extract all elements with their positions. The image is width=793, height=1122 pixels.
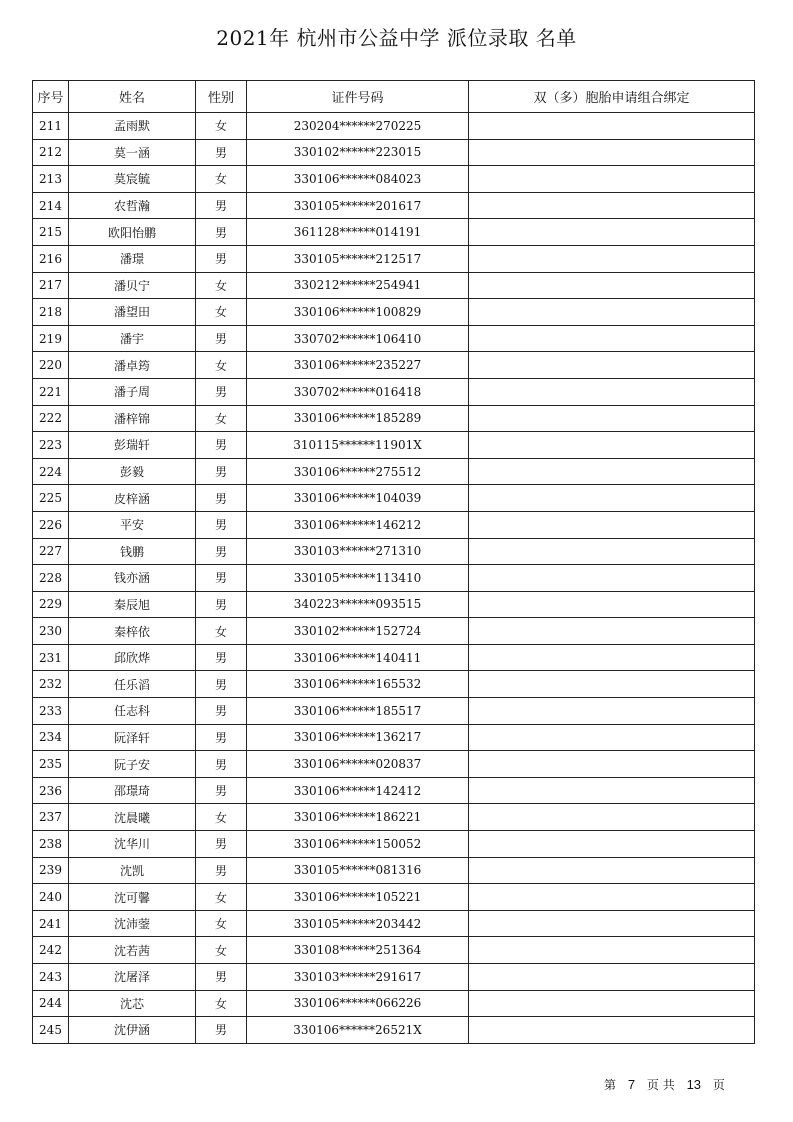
- cell-name: 彭瑞轩: [69, 432, 196, 459]
- cell-twin-binding: [469, 857, 755, 884]
- cell-name: 潘宇: [69, 325, 196, 352]
- cell-id-number: 330105******113410: [247, 565, 469, 592]
- cell-gender: 男: [196, 378, 247, 405]
- cell-id-number: 330106******186221: [247, 804, 469, 831]
- table-row: [33, 644, 755, 671]
- table-row: [33, 405, 755, 432]
- table-row: [33, 538, 755, 565]
- cell-name: 沈凯: [69, 857, 196, 884]
- cell-serial: 215: [33, 219, 69, 246]
- cell-id-number: 330103******291617: [247, 964, 469, 991]
- cell-serial: 244: [33, 990, 69, 1017]
- cell-id-number: 330106******104039: [247, 485, 469, 512]
- cell-id-number: 330106******020837: [247, 751, 469, 778]
- cell-gender: 女: [196, 990, 247, 1017]
- cell-gender: 男: [196, 245, 247, 272]
- cell-gender: 男: [196, 964, 247, 991]
- footer-middle: 页 共: [646, 1078, 675, 1092]
- table-row: [33, 618, 755, 645]
- cell-twin-binding: [469, 698, 755, 725]
- cell-twin-binding: [469, 432, 755, 459]
- cell-id-number: 330106******235227: [247, 352, 469, 379]
- table-body: [33, 113, 755, 1044]
- cell-gender: 男: [196, 644, 247, 671]
- cell-id-number: 330105******081316: [247, 857, 469, 884]
- table-row: [33, 113, 755, 140]
- cell-name: 农哲瀚: [69, 192, 196, 219]
- table-row: [33, 698, 755, 725]
- cell-serial: 211: [33, 113, 69, 140]
- cell-id-number: 330108******251364: [247, 937, 469, 964]
- cell-twin-binding: [469, 511, 755, 538]
- cell-id-number: 330106******142412: [247, 777, 469, 804]
- cell-name: 沈芯: [69, 990, 196, 1017]
- cell-name: 任志科: [69, 698, 196, 725]
- table-row: [33, 777, 755, 804]
- table-row: [33, 591, 755, 618]
- cell-twin-binding: [469, 990, 755, 1017]
- cell-twin-binding: [469, 565, 755, 592]
- cell-name: 潘子周: [69, 378, 196, 405]
- cell-serial: 227: [33, 538, 69, 565]
- cell-id-number: 330106******275512: [247, 458, 469, 485]
- cell-gender: 男: [196, 724, 247, 751]
- cell-gender: 男: [196, 485, 247, 512]
- cell-serial: 222: [33, 405, 69, 432]
- cell-name: 沈沛蓥: [69, 910, 196, 937]
- cell-twin-binding: [469, 1017, 755, 1044]
- admission-roster-table: [32, 80, 755, 1044]
- cell-name: 皮梓涵: [69, 485, 196, 512]
- cell-id-number: 330103******271310: [247, 538, 469, 565]
- table-row: [33, 432, 755, 459]
- cell-id-number: 361128******014191: [247, 219, 469, 246]
- cell-name: 任乐滔: [69, 671, 196, 698]
- table-row: [33, 458, 755, 485]
- table-row: [33, 272, 755, 299]
- cell-name: 平安: [69, 511, 196, 538]
- cell-name: 阮泽轩: [69, 724, 196, 751]
- cell-gender: 女: [196, 113, 247, 140]
- cell-twin-binding: [469, 458, 755, 485]
- cell-gender: 女: [196, 166, 247, 193]
- cell-twin-binding: [469, 644, 755, 671]
- cell-name: 钱亦涵: [69, 565, 196, 592]
- table-header-row: [33, 81, 755, 113]
- cell-twin-binding: [469, 139, 755, 166]
- footer-suffix: 页: [712, 1078, 725, 1092]
- cell-name: 邱欣烨: [69, 644, 196, 671]
- table-row: [33, 352, 755, 379]
- cell-serial: 224: [33, 458, 69, 485]
- cell-twin-binding: [469, 245, 755, 272]
- cell-name: 潘望田: [69, 299, 196, 326]
- cell-serial: 236: [33, 777, 69, 804]
- cell-name: 欧阳怡鹏: [69, 219, 196, 246]
- cell-name: 孟雨默: [69, 113, 196, 140]
- table-row: [33, 671, 755, 698]
- cell-twin-binding: [469, 325, 755, 352]
- cell-name: 秦梓依: [69, 618, 196, 645]
- column-header-id-number: 证件号码: [247, 81, 469, 113]
- cell-serial: 213: [33, 166, 69, 193]
- table-row: [33, 857, 755, 884]
- footer-prefix: 第: [604, 1078, 617, 1092]
- cell-gender: 男: [196, 458, 247, 485]
- cell-id-number: 340223******093515: [247, 591, 469, 618]
- cell-gender: 女: [196, 937, 247, 964]
- cell-serial: 239: [33, 857, 69, 884]
- cell-twin-binding: [469, 724, 755, 751]
- table-row: [33, 964, 755, 991]
- cell-gender: 男: [196, 538, 247, 565]
- cell-twin-binding: [469, 272, 755, 299]
- cell-serial: 219: [33, 325, 69, 352]
- table-row: [33, 724, 755, 751]
- cell-gender: 男: [196, 432, 247, 459]
- cell-serial: 237: [33, 804, 69, 831]
- table-row: [33, 166, 755, 193]
- cell-twin-binding: [469, 910, 755, 937]
- cell-name: 秦辰旭: [69, 591, 196, 618]
- cell-twin-binding: [469, 884, 755, 911]
- cell-twin-binding: [469, 113, 755, 140]
- cell-id-number: 330702******016418: [247, 378, 469, 405]
- cell-name: 沈华川: [69, 831, 196, 858]
- cell-serial: 231: [33, 644, 69, 671]
- cell-id-number: 330106******100829: [247, 299, 469, 326]
- cell-name: 沈晨曦: [69, 804, 196, 831]
- cell-twin-binding: [469, 485, 755, 512]
- cell-id-number: 310115******11901X: [247, 432, 469, 459]
- page-footer: [604, 1076, 725, 1093]
- cell-name: 莫宸毓: [69, 166, 196, 193]
- cell-id-number: 330106******165532: [247, 671, 469, 698]
- cell-twin-binding: [469, 299, 755, 326]
- cell-name: 潘贝宁: [69, 272, 196, 299]
- cell-id-number: 330106******185289: [247, 405, 469, 432]
- cell-serial: 240: [33, 884, 69, 911]
- cell-gender: 男: [196, 1017, 247, 1044]
- cell-serial: 232: [33, 671, 69, 698]
- cell-id-number: 330106******105221: [247, 884, 469, 911]
- cell-gender: 男: [196, 671, 247, 698]
- table-row: [33, 299, 755, 326]
- cell-gender: 男: [196, 325, 247, 352]
- table-row: [33, 139, 755, 166]
- cell-id-number: 330702******106410: [247, 325, 469, 352]
- cell-twin-binding: [469, 804, 755, 831]
- cell-gender: 男: [196, 192, 247, 219]
- column-header-twin-binding: 双（多）胞胎申请组合绑定: [469, 81, 755, 113]
- cell-name: 沈伊涵: [69, 1017, 196, 1044]
- cell-twin-binding: [469, 777, 755, 804]
- cell-twin-binding: [469, 405, 755, 432]
- cell-serial: 235: [33, 751, 69, 778]
- cell-gender: 男: [196, 777, 247, 804]
- table-row: [33, 511, 755, 538]
- cell-name: 潘璟: [69, 245, 196, 272]
- cell-serial: 241: [33, 910, 69, 937]
- table-row: [33, 1017, 755, 1044]
- table-row: [33, 804, 755, 831]
- cell-gender: 女: [196, 299, 247, 326]
- cell-id-number: 330106******185517: [247, 698, 469, 725]
- cell-serial: 212: [33, 139, 69, 166]
- cell-serial: 216: [33, 245, 69, 272]
- table-row: [33, 378, 755, 405]
- cell-id-number: 330105******203442: [247, 910, 469, 937]
- cell-serial: 225: [33, 485, 69, 512]
- cell-gender: 女: [196, 405, 247, 432]
- table-row: [33, 325, 755, 352]
- current-page-number: 7: [627, 1077, 636, 1092]
- cell-gender: 女: [196, 618, 247, 645]
- cell-gender: 男: [196, 591, 247, 618]
- cell-gender: 女: [196, 272, 247, 299]
- cell-twin-binding: [469, 937, 755, 964]
- cell-serial: 214: [33, 192, 69, 219]
- cell-id-number: 330106******066226: [247, 990, 469, 1017]
- cell-serial: 233: [33, 698, 69, 725]
- table-row: [33, 751, 755, 778]
- table-row: [33, 245, 755, 272]
- table-row: [33, 831, 755, 858]
- table-row: [33, 485, 755, 512]
- cell-id-number: 330106******150052: [247, 831, 469, 858]
- cell-serial: 243: [33, 964, 69, 991]
- cell-name: 阮子安: [69, 751, 196, 778]
- cell-twin-binding: [469, 192, 755, 219]
- cell-id-number: 330106******26521X: [247, 1017, 469, 1044]
- cell-serial: 226: [33, 511, 69, 538]
- cell-gender: 女: [196, 884, 247, 911]
- cell-name: 彭毅: [69, 458, 196, 485]
- cell-id-number: 330106******084023: [247, 166, 469, 193]
- cell-gender: 男: [196, 831, 247, 858]
- table-row: [33, 192, 755, 219]
- cell-gender: 男: [196, 698, 247, 725]
- cell-gender: 女: [196, 910, 247, 937]
- cell-name: 邵璟琦: [69, 777, 196, 804]
- cell-gender: 男: [196, 857, 247, 884]
- cell-twin-binding: [469, 166, 755, 193]
- cell-twin-binding: [469, 219, 755, 246]
- cell-twin-binding: [469, 964, 755, 991]
- cell-twin-binding: [469, 831, 755, 858]
- cell-name: 沈可馨: [69, 884, 196, 911]
- column-header-serial: 序号: [33, 81, 69, 113]
- cell-id-number: 330106******136217: [247, 724, 469, 751]
- cell-serial: 245: [33, 1017, 69, 1044]
- cell-twin-binding: [469, 538, 755, 565]
- cell-serial: 228: [33, 565, 69, 592]
- cell-name: 沈若茜: [69, 937, 196, 964]
- table-row: [33, 565, 755, 592]
- cell-gender: 男: [196, 511, 247, 538]
- cell-twin-binding: [469, 618, 755, 645]
- cell-serial: 223: [33, 432, 69, 459]
- cell-twin-binding: [469, 352, 755, 379]
- cell-id-number: 330105******201617: [247, 192, 469, 219]
- cell-serial: 221: [33, 378, 69, 405]
- cell-twin-binding: [469, 671, 755, 698]
- column-header-gender: 性别: [196, 81, 247, 113]
- cell-id-number: 330212******254941: [247, 272, 469, 299]
- column-header-name: 姓名: [69, 81, 196, 113]
- cell-twin-binding: [469, 591, 755, 618]
- cell-serial: 238: [33, 831, 69, 858]
- cell-id-number: 330102******223015: [247, 139, 469, 166]
- table-row: [33, 884, 755, 911]
- cell-id-number: 330105******212517: [247, 245, 469, 272]
- cell-name: 莫一涵: [69, 139, 196, 166]
- cell-id-number: 230204******270225: [247, 113, 469, 140]
- document-title: 2021年 杭州市公益中学 派位录取 名单: [216, 26, 577, 50]
- cell-name: 钱鹏: [69, 538, 196, 565]
- cell-name: 潘卓筠: [69, 352, 196, 379]
- cell-serial: 220: [33, 352, 69, 379]
- cell-twin-binding: [469, 751, 755, 778]
- table-row: [33, 990, 755, 1017]
- cell-gender: 男: [196, 565, 247, 592]
- table-row: [33, 937, 755, 964]
- cell-id-number: 330102******152724: [247, 618, 469, 645]
- cell-gender: 女: [196, 352, 247, 379]
- cell-gender: 男: [196, 139, 247, 166]
- total-page-count: 13: [686, 1077, 702, 1092]
- cell-serial: 229: [33, 591, 69, 618]
- cell-serial: 234: [33, 724, 69, 751]
- cell-serial: 217: [33, 272, 69, 299]
- cell-serial: 230: [33, 618, 69, 645]
- cell-id-number: 330106******146212: [247, 511, 469, 538]
- cell-serial: 218: [33, 299, 69, 326]
- cell-twin-binding: [469, 378, 755, 405]
- cell-name: 沈屠泽: [69, 964, 196, 991]
- cell-gender: 男: [196, 751, 247, 778]
- cell-gender: 男: [196, 219, 247, 246]
- table-row: [33, 219, 755, 246]
- cell-gender: 女: [196, 804, 247, 831]
- cell-name: 潘梓锦: [69, 405, 196, 432]
- cell-serial: 242: [33, 937, 69, 964]
- cell-id-number: 330106******140411: [247, 644, 469, 671]
- table-row: [33, 910, 755, 937]
